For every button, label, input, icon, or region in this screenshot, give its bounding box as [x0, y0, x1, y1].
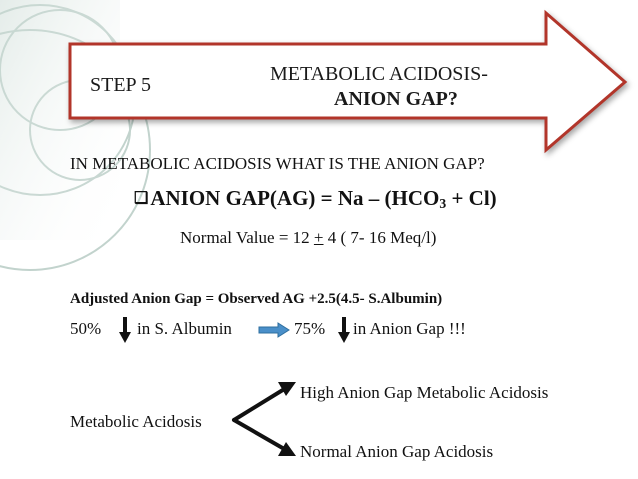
normal-value-prefix: Normal Value = 12 [180, 228, 314, 247]
branch-root-metabolic-acidosis: Metabolic Acidosis [70, 412, 202, 431]
normal-value [180, 229, 436, 246]
formula-subscript: 3 [439, 196, 447, 211]
down-arrow-icon [119, 317, 131, 343]
normal-value-suffix: 4 ( 7- 16 Meq/l) [323, 228, 437, 247]
branch-arrow-lines [234, 388, 286, 450]
step-label: STEP 5 [90, 74, 151, 96]
title-line-2: ANION GAP? [334, 88, 458, 110]
right-arrow-icon [258, 322, 290, 338]
branch-high-anion-gap: High Anion Gap Metabolic Acidosis [300, 383, 549, 402]
anion-gap-percent: 75% [294, 319, 326, 338]
formula-suffix: + Cl) [446, 186, 497, 210]
down-arrow-icon [338, 317, 350, 343]
plus-minus-sign: + [313, 228, 324, 247]
anion-gap-formula [134, 188, 497, 209]
albumin-text: in S. Albumin [137, 319, 232, 338]
branch-arrows [228, 378, 308, 458]
branch-normal-anion-gap: Normal Anion Gap Acidosis [300, 442, 494, 461]
albumin-percent: 50% [70, 319, 102, 338]
anion-gap-text: in Anion Gap !!! [353, 319, 466, 338]
question-text: IN METABOLIC ACIDOSIS WHAT IS THE ANION GAP? [70, 154, 485, 173]
adjusted-anion-gap-formula: Adjusted Anion Gap = Observed AG +2.5(4.5- S.Albumin) [70, 291, 443, 307]
formula-prefix: ANION GAP(AG) = Na – (HCO [150, 186, 440, 210]
title-line-1: METABOLIC ACIDOSIS- [270, 63, 488, 85]
checkbox-bullet-icon: ❑ [134, 190, 149, 207]
